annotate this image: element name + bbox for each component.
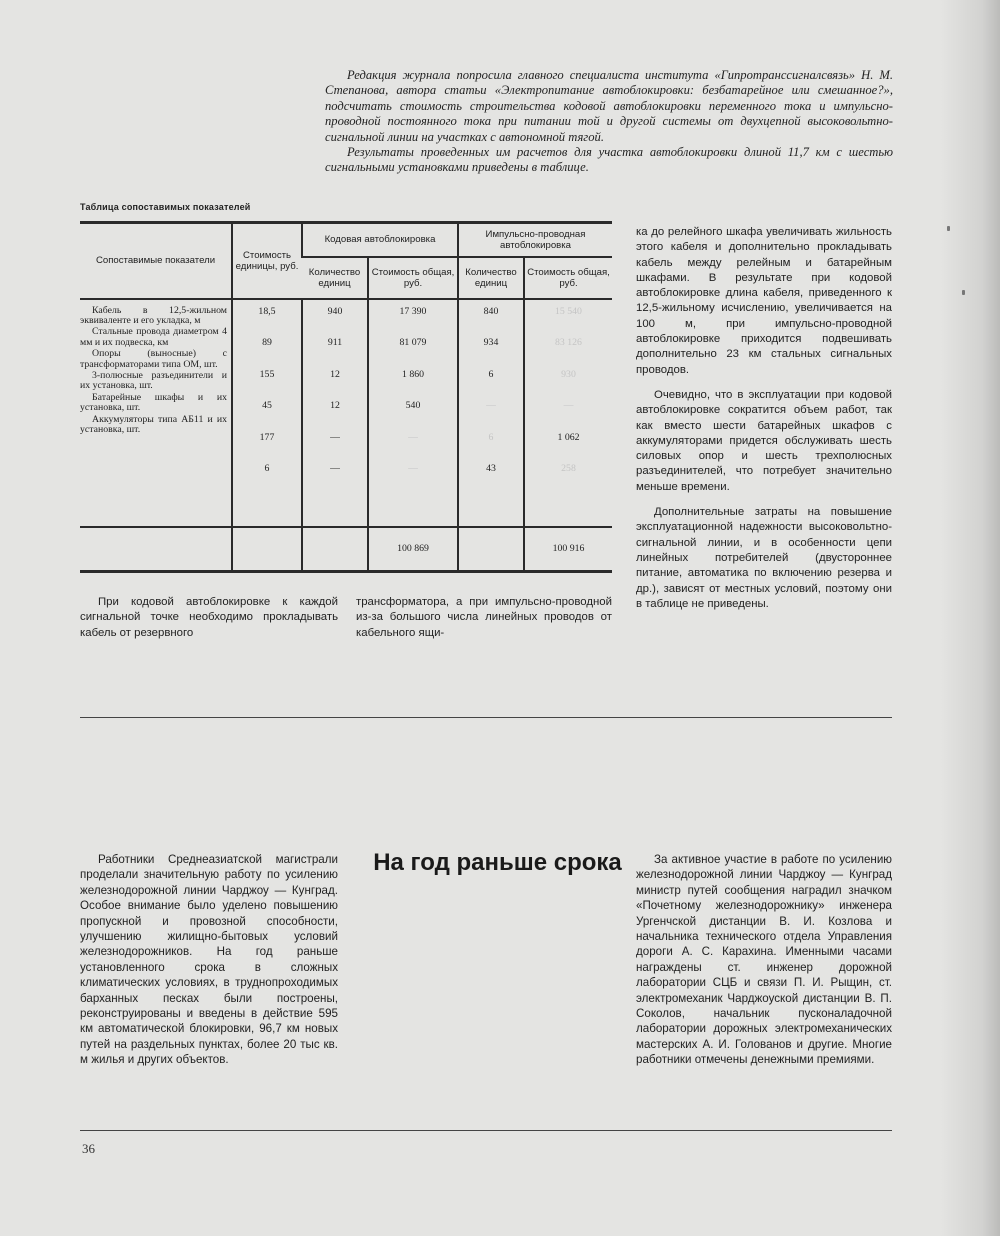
paragraph: При кодовой автоблокировке к каждой сигнальной точке необходимо прокладывать кабель от резервного bbox=[80, 596, 338, 639]
table-row-label: Батарейные шкафы и их установка, шт. bbox=[80, 391, 227, 414]
header-pulse-total: Стоимость общая, руб. bbox=[524, 257, 612, 299]
scan-speck bbox=[962, 290, 965, 295]
coded-quantity-cell: — bbox=[330, 463, 340, 474]
coded-quantity-column bbox=[302, 299, 368, 527]
pulse-cost-cell: 15 540 bbox=[555, 305, 582, 317]
pulse-quantity-cell: 934 bbox=[483, 337, 499, 348]
pulse-cost-cell: 258 bbox=[561, 463, 576, 474]
header-pulse-group: Импульсно-проводная автоблокировка bbox=[458, 223, 612, 257]
table-row-label: 3-полюсные разъединители и их установка, шт. bbox=[80, 369, 227, 392]
header-unit-cost: Стоимость единицы, руб. bbox=[232, 223, 302, 299]
total-unit-cell bbox=[232, 527, 302, 572]
right-column-text bbox=[636, 225, 892, 622]
coded-cost-cell: 540 bbox=[405, 400, 421, 411]
pulse-cost-cell: 1 062 bbox=[557, 431, 580, 443]
scan-speck bbox=[947, 226, 950, 231]
unit-cost-cell: 89 bbox=[262, 337, 272, 348]
total-pulse-qty-cell bbox=[458, 527, 524, 572]
total-pulse-cost: 100 916 bbox=[524, 527, 612, 572]
paragraph: Дополнительные затраты на повышение эксплуатационной надежности высоковольтно-сигнальной линии, и в особенности цепи линейных потребителей (двустороннее питание, автоматика по включению резерва и др.), зависят от местных условий, поэтому они в таблице не приведены. bbox=[636, 506, 892, 610]
indicator-names bbox=[80, 299, 232, 527]
coded-cost-column bbox=[368, 299, 458, 527]
pulse-quantity-cell: 43 bbox=[486, 463, 496, 474]
editorial-intro bbox=[325, 68, 893, 176]
coded-cost-cell: — bbox=[408, 431, 418, 443]
article-left-column bbox=[80, 852, 338, 1068]
comparison-table bbox=[80, 221, 612, 573]
paragraph: За активное участие в работе по усилению железнодорожной линии Чарджоу — Кунград министр путей сообщения наградил значком «Почетному железнодорожнику» инженера Ургенчской дистанции В. И. Козлова и начальника технического отдела Управления дороги А. С. Карахина. Именными часами награждены ст. инженер дорожной лаборатории СЦБ и связи П. И. Рыщин, ст. электромеханик Чарджоуской дистанции В. П. Соколов, начальник пусконаладочной лаборатории дорожных электромеханических мастерских А. И. Голованов и другие. Многие работники отмечены денежными премиями. bbox=[636, 853, 892, 1067]
table-caption: Таблица сопоставимых показателей bbox=[80, 202, 251, 212]
total-coded-qty-cell bbox=[302, 527, 368, 572]
total-coded-cost: 100 869 bbox=[368, 527, 458, 572]
unit-cost-cell: 155 bbox=[259, 368, 275, 380]
paragraph: трансформатора, а при импульсно-проводной из-за большого числа линейных проводов от кабельного ящи- bbox=[356, 596, 612, 639]
pulse-quantity-column bbox=[458, 299, 524, 527]
header-pulse-quantity: Количество единиц bbox=[458, 257, 524, 299]
pulse-cost-cell: — bbox=[563, 400, 574, 411]
coded-cost-cell: 1 860 bbox=[401, 368, 425, 380]
middle-column-text bbox=[356, 595, 612, 641]
coded-quantity-cell: 12 bbox=[330, 368, 340, 380]
paragraph: ка до релейного шкафа увеличивать жильность этого кабеля и дополнительно прокладывать кабель между релейным и батарейным шкафами. В результате при кодовой автоблокировке длина кабеля, приведенного к 12,5-жильному исчислению, увеличивается на 100 м, при импульсно-проводной автоблокировке приходится подвешивать дополнительно 23 км стальных сигнальных проводов. bbox=[636, 226, 892, 376]
pulse-quantity-cell: 840 bbox=[483, 305, 499, 317]
pulse-quantity-cell: 6 bbox=[488, 368, 494, 380]
unit-cost-column bbox=[232, 299, 302, 527]
pulse-quantity-cell: — bbox=[486, 400, 496, 411]
header-coded-quantity: Количество единиц bbox=[302, 257, 368, 299]
section-divider bbox=[80, 717, 892, 718]
coded-quantity-cell: 12 bbox=[330, 400, 340, 411]
unit-cost-cell: 6 bbox=[264, 463, 270, 474]
table-row-label: Кабель в 12,5-жильном эквиваленте и его укладка, м bbox=[80, 304, 227, 326]
intro-paragraph: Результаты проведенных им расчетов для участка автоблокировки длиной 11,7 км с шестью сигнальными установками приведены в таблице. bbox=[325, 145, 893, 175]
total-label-cell bbox=[80, 527, 232, 572]
header-coded-total: Стоимость общая, руб. bbox=[368, 257, 458, 299]
unit-cost-cell: 45 bbox=[262, 400, 272, 411]
pulse-cost-cell: 83 126 bbox=[555, 337, 582, 348]
intro-paragraph: Редакция журнала попросила главного специалиста института «Гипротранссигналсвязь» Н. М. Степанова, автора статьи «Электропитание автоблокировки: безбатарейное или смешанное?», подсчитать стоимость строительства кодовой автоблокировки переменного тока и импульсно-проводной постоянного тока при питании той и другой системы от двухцепной высоковольтно-сигнальной линии на участках с автономной тягой. bbox=[325, 68, 893, 144]
table-row-label: Опоры (выносные) с трансформаторами типа ОМ, шт. bbox=[80, 348, 227, 370]
page-number: 36 bbox=[82, 1141, 95, 1156]
page-edge-shadow bbox=[940, 0, 1000, 1236]
article-right-column bbox=[636, 852, 892, 1068]
coded-cost-cell: 17 390 bbox=[399, 305, 427, 317]
article-headline: На год раньше срока bbox=[373, 849, 622, 876]
header-indicators: Сопоставимые показатели bbox=[80, 223, 232, 299]
left-column-text bbox=[80, 595, 338, 641]
header-coded-group: Кодовая автоблокировка bbox=[302, 223, 458, 257]
coded-quantity-cell: 911 bbox=[327, 337, 343, 348]
coded-quantity-cell: 940 bbox=[327, 305, 343, 317]
table-row-label: Аккумуляторы типа АБ11 и их установка, шт. bbox=[80, 413, 227, 435]
pulse-cost-column bbox=[524, 299, 612, 527]
footer-divider bbox=[80, 1130, 892, 1131]
coded-quantity-cell: — bbox=[330, 431, 340, 443]
pulse-cost-cell: 930 bbox=[561, 368, 576, 380]
unit-cost-cell: 177 bbox=[259, 431, 275, 443]
coded-cost-cell: — bbox=[408, 463, 418, 474]
coded-cost-cell: 81 079 bbox=[399, 337, 427, 348]
pulse-quantity-cell: 6 bbox=[488, 431, 494, 443]
paragraph: Работники Среднеазиатской магистрали проделали значительную работу по усилению железнодорожной линии Чарджоу — Кунград. Особое внимание было уделено повышению пропускной и провозной способности, улучшению жилищно-бытовых условий железнодорожников. На год раньше установленного срока в сложных климатических условиях, в труднопроходимых барханных песках были построены, реконструированы и введены в действие 595 км автоматической блокировки, 96,7 км новых путей на раздельных пунктах, более 20 тыс кв. м жилья и других объектов. bbox=[80, 853, 338, 1067]
unit-cost-cell: 18,5 bbox=[258, 305, 276, 317]
table-row-label: Стальные провода диаметром 4 мм и их подвеска, км bbox=[80, 326, 227, 348]
paragraph: Очевидно, что в эксплуатации при кодовой автоблокировке сократится объем работ, так как вместо шести батарейных шкафов с аккумуляторами придется обслуживать шесть силовых опор и шесть трехполюсных разъединителей, что потребует значительно меньше времени. bbox=[636, 388, 892, 493]
